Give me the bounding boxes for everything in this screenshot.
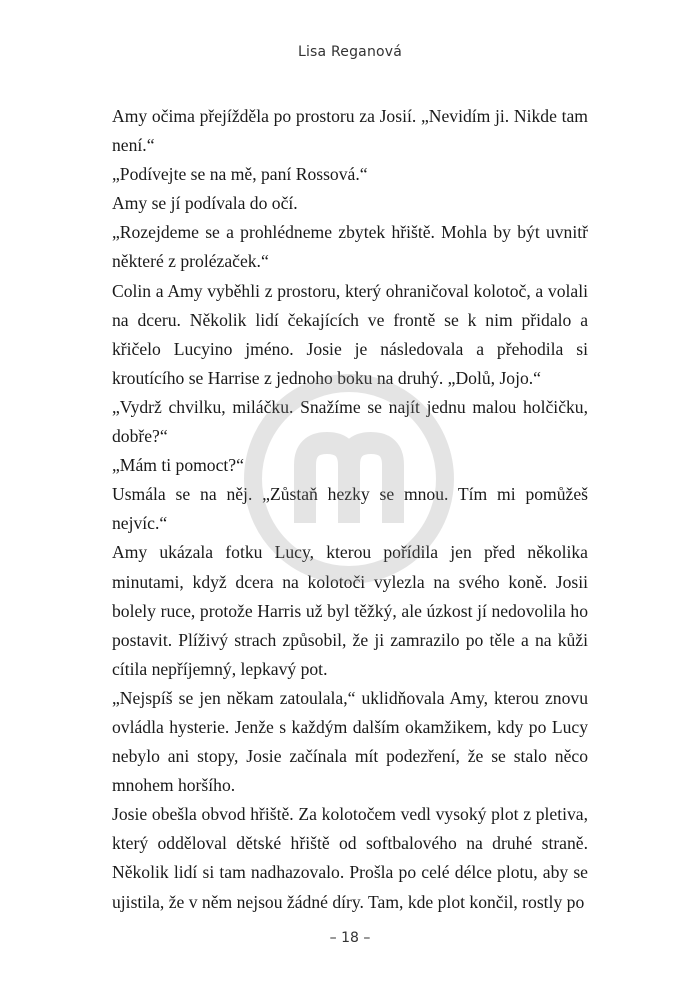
paragraph: Usmála se na něj. „Zůstaň hezky se mnou. Tím mi pomůžeš nejvíc.“ bbox=[112, 484, 588, 534]
paragraph: Colin a Amy vyběhli z prostoru, který ohraničoval kolotoč, a volali na dceru. Několik lidí čekajících ve frontě se k nim přidalo a křičelo Lucyino jméno. Josie je následovala a přehodila si kroutícího se Harrise z jednoho boku na druhý. „Dolů, Jojo.“ bbox=[112, 280, 588, 388]
paragraph: „Vydrž chvilku, miláčku. Snažíme se najít jednu malou holčičku, dobře?“ bbox=[112, 396, 588, 447]
running-header-author: Lisa Reganová bbox=[297, 44, 403, 60]
page-number: – 18 – bbox=[329, 930, 371, 946]
body-text bbox=[112, 102, 588, 917]
paragraph: Josie obešla obvod hřiště. Za kolotočem vedl vysoký plot z pletiva, který odděloval dětské hřiště od softbalového na druhé straně. Několik lidí si tam nadhazovalo. Prošla po celé délce plotu, aby se ujistila, že v něm nejsou žádné díry. Tam, kde plot končil, rostly po bbox=[112, 804, 588, 912]
paragraph: „Rozejdeme se a prohlédneme zbytek hřiště. Mohla by být uvnitř některé z prolézaček.“ bbox=[112, 222, 588, 272]
paragraph: „Nejspíš se jen někam zatoulala,“ uklidňovala Amy, kterou znovu ovládla hysterie. Jenže s každým dalším okamžikem, kdy po Lucy nebylo ani stopy, Josie začínala mít podezření, že se stalo něco mnohem horšího. bbox=[112, 687, 588, 796]
paragraph: „Podívejte se na mě, paní Rossová.“ bbox=[112, 164, 368, 185]
paragraph: Amy ukázala fotku Lucy, kterou pořídila jen před několika minutami, když dcera na kolotoči vylezla na svého koně. Josii bolely ruce, protože Harris už byl těžký, ale úzkost jí nedovolila ho postavit. Plíživý strach způsobil, že ji zamrazilo po těle a na kůži cítila nepříjemný, lepkavý pot. bbox=[112, 542, 588, 679]
paragraph: Amy očima přejížděla po prostoru za Josií. „Nevidím ji. Nikde tam není.“ bbox=[112, 106, 588, 156]
paragraph: Amy se jí podívala do očí. bbox=[112, 193, 298, 214]
paragraph: „Mám ti pomoct?“ bbox=[112, 455, 244, 476]
